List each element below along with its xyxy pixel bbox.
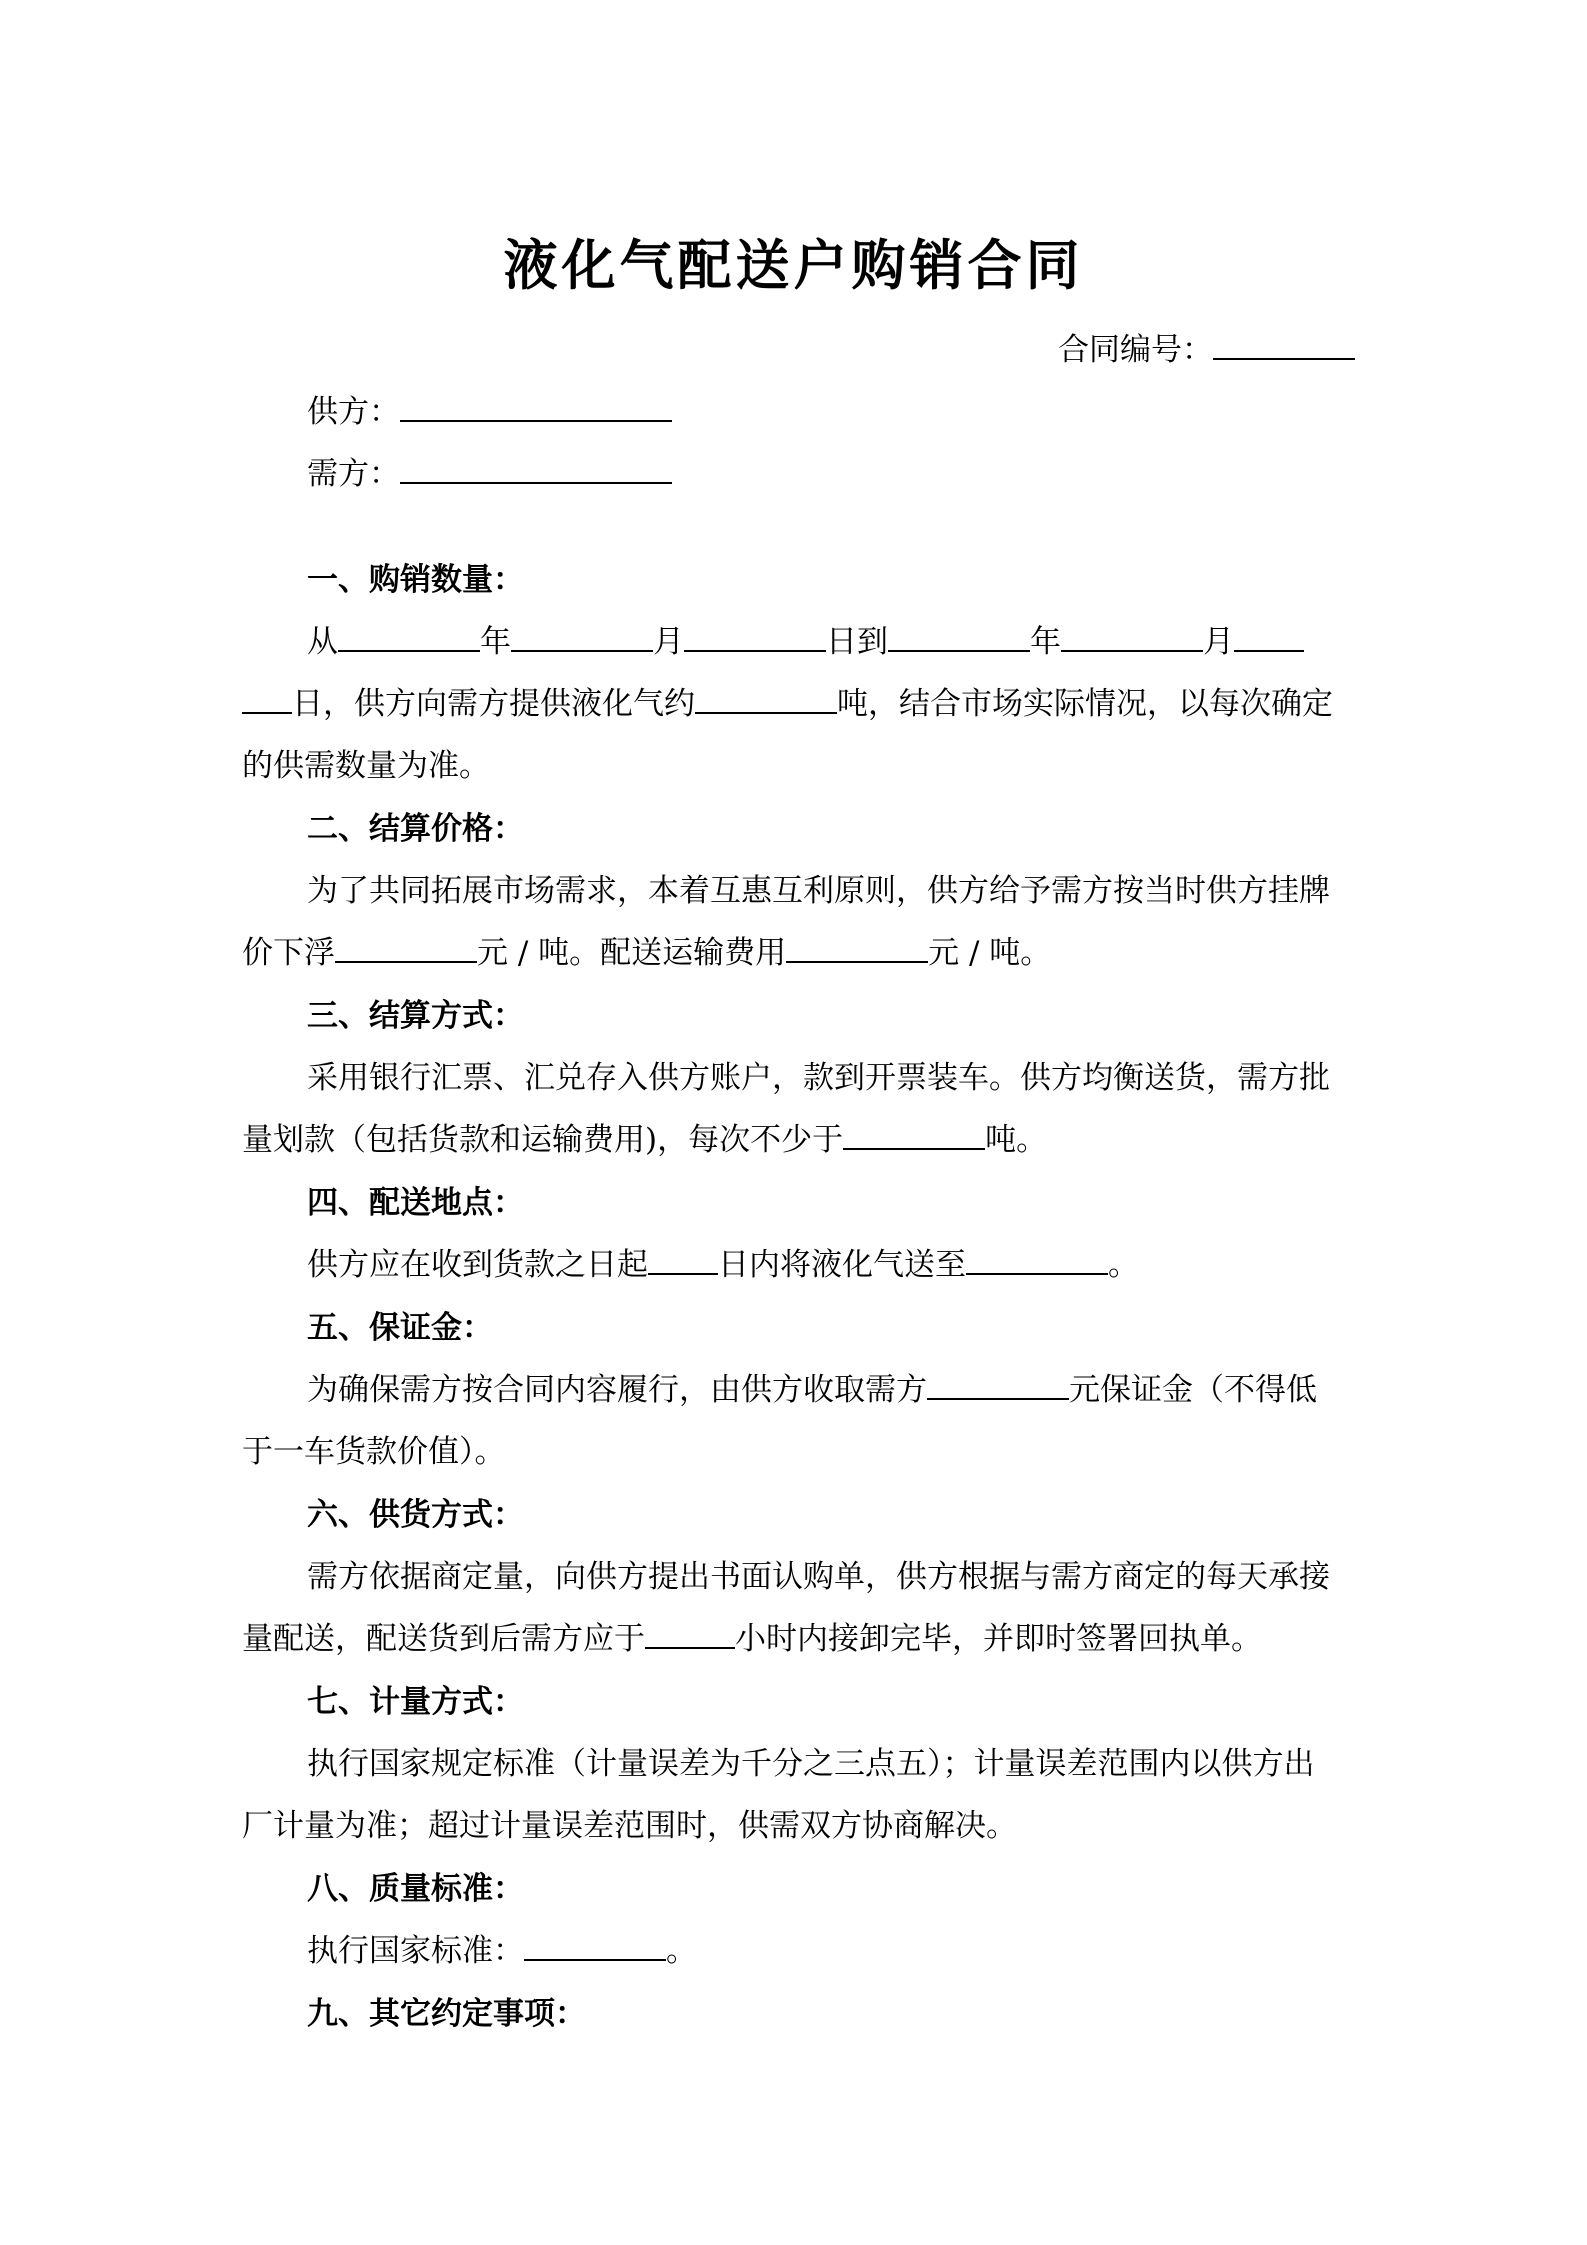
text-fragment: 执行国家标准： <box>307 1933 524 1969</box>
contract-number-line <box>1058 328 1355 372</box>
section-heading: 三、结算方式： <box>307 998 524 1034</box>
text-fragment: 月 <box>1203 624 1234 660</box>
min-tonnage-blank <box>843 1118 985 1150</box>
paragraph-line: 厂计量为准；超过计量误差范围时，供需双方协商解决。 <box>242 1808 1017 1844</box>
paragraph-line <box>307 620 1304 664</box>
section-heading: 九、其它约定事项： <box>307 1996 586 2032</box>
month-blank <box>1061 620 1203 652</box>
year-blank <box>338 620 480 652</box>
paragraph-line: 于一车货款价值）。 <box>242 1434 506 1470</box>
month-blank <box>511 620 653 652</box>
text-fragment: 日，供方向需方提供液化气约 <box>292 686 695 722</box>
text-fragment: 量划款（包括货款和运输费用)，每次不少于 <box>242 1122 844 1158</box>
text-fragment: 吨，结合市场实际情况，以每次确定 <box>837 686 1333 722</box>
text-fragment: 日内将液化气送至 <box>718 1247 966 1283</box>
section-heading: 七、计量方式： <box>307 1684 524 1720</box>
paragraph-line <box>242 1617 1262 1661</box>
supplier-label: 供方： <box>307 394 400 430</box>
days-blank <box>648 1243 718 1275</box>
buyer-line <box>307 452 672 496</box>
section-heading: 一、购销数量： <box>307 562 524 598</box>
text-fragment: 年 <box>1030 624 1061 660</box>
paragraph-line <box>307 1243 1139 1287</box>
section-heading: 二、结算价格： <box>307 811 524 847</box>
day-blank <box>684 620 826 652</box>
day-blank <box>242 682 292 714</box>
text-fragment: 。 <box>1108 1247 1139 1283</box>
section-heading: 四、配送地点： <box>307 1185 524 1221</box>
text-fragment: 吨。 <box>985 1122 1048 1158</box>
supplier-line <box>307 390 672 434</box>
buyer-blank <box>400 452 672 484</box>
paragraph-line: 采用银行汇票、汇兑存入供方账户，款到开票装车。供方均衡送货，需方批 <box>307 1060 1330 1096</box>
paragraph-line: 为了共同拓展市场需求，本着互惠互利原则，供方给予需方按当时供方挂牌 <box>307 873 1330 909</box>
text-fragment: 价下浮 <box>242 935 335 971</box>
section-heading: 六、供货方式： <box>307 1497 524 1533</box>
document-title: 液化气配送户购销合同 <box>503 233 1084 297</box>
freight-blank <box>786 931 928 963</box>
section-heading: 五、保证金： <box>307 1310 493 1346</box>
paragraph-line <box>307 1368 1317 1412</box>
supplier-blank <box>400 390 672 422</box>
section-heading: 八、质量标准： <box>307 1871 524 1907</box>
contract-number-blank <box>1213 328 1355 360</box>
text-fragment: 供方应在收到货款之日起 <box>307 1247 648 1283</box>
paragraph-line <box>242 1118 1047 1162</box>
text-fragment: 元 / 吨。配送运输费用 <box>477 935 787 971</box>
paragraph-line: 执行国家规定标准（计量误差为千分之三点五）；计量误差范围内以供方出 <box>307 1746 1315 1782</box>
text-fragment: 从 <box>307 624 338 660</box>
text-fragment: 量配送，配送货到后需方应于 <box>242 1621 645 1657</box>
text-fragment: 小时内接卸完毕，并即时签署回执单。 <box>735 1621 1262 1657</box>
deposit-blank <box>927 1368 1069 1400</box>
buyer-label: 需方： <box>307 456 400 492</box>
hours-blank <box>645 1617 735 1649</box>
paragraph-line <box>307 1929 697 1973</box>
paragraph-line: 需方依据商定量，向供方提出书面认购单，供方根据与需方商定的每天承接 <box>307 1559 1330 1595</box>
destination-blank <box>966 1243 1108 1275</box>
standard-blank <box>524 1929 666 1961</box>
contract-number-label: 合同编号： <box>1058 332 1213 368</box>
paragraph-line <box>242 682 1333 726</box>
text-fragment: 为确保需方按合同内容履行，由供方收取需方 <box>307 1372 927 1408</box>
text-fragment: 元保证金（不得低 <box>1069 1372 1317 1408</box>
price-blank <box>335 931 477 963</box>
text-fragment: 元 / 吨。 <box>928 935 1052 971</box>
paragraph-line <box>242 931 1051 975</box>
text-fragment: 日到 <box>826 624 888 660</box>
tonnage-blank <box>695 682 837 714</box>
text-fragment: 年 <box>480 624 511 660</box>
text-fragment: 。 <box>666 1933 697 1969</box>
day-blank <box>1234 620 1304 652</box>
text-fragment: 月 <box>653 624 684 660</box>
year-blank <box>888 620 1030 652</box>
paragraph-line: 的供需数量为准。 <box>242 748 490 784</box>
